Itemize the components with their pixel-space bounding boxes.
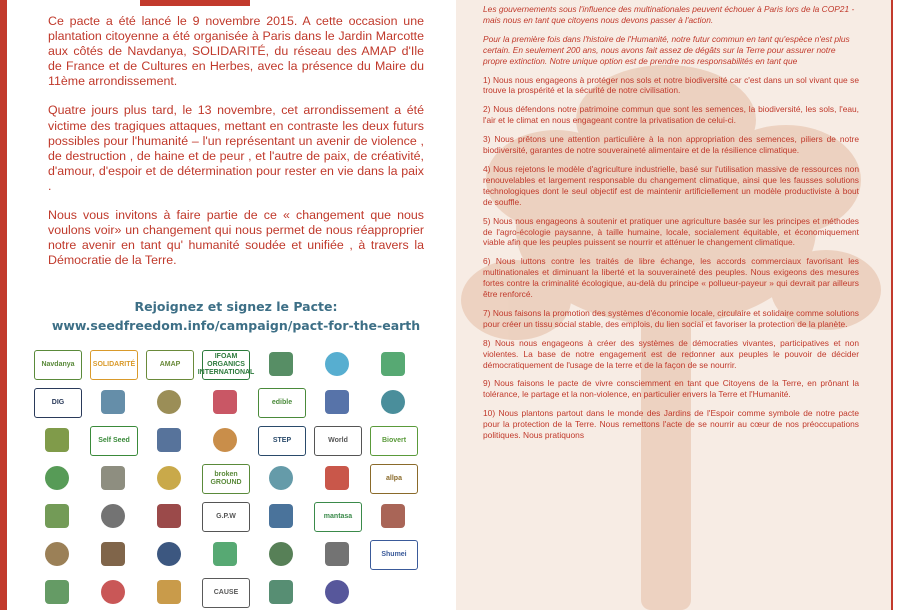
book-logo [146, 502, 192, 530]
cause-logo: CAUSE [202, 578, 250, 608]
pattern-logo [370, 388, 416, 416]
crowd-logo [370, 502, 416, 530]
seal-logo [146, 388, 192, 416]
selfseed-logo: Self Seed [90, 426, 138, 456]
circle-text-logo [258, 578, 304, 606]
forest-logo [90, 540, 136, 568]
script-logo [314, 388, 360, 416]
edible-logo: edible [258, 388, 306, 418]
top-red-strip [140, 0, 250, 6]
paragraph-launch: Ce pacte a été lancé le 9 novembre 2015. A cette occasion une plantation citoyenne a été organisée à Paris dans le Jardin Marcotte aux côtés de Navdanya, SOLIDARITÉ, du réseau des AMAP d'Ile de France et de Cultures en Herbes, avec la présence du Maire du 11ème arrondissement. [48, 14, 424, 89]
amap-logo: AMAP [146, 350, 194, 380]
green-circle-logo [34, 578, 80, 606]
pact-item-4: 4) Nous rejetons le modèle d'agriculture industrielle, basé sur l'utilisation massive de ressources non renouvelables et largement responsable du changement climatique, ainsi que les fausses solutions technologiques dont le seul objectif est de maintenir artificiellement un modèle productiviste à bout de souffle. [483, 163, 859, 207]
right-frame-border [891, 0, 902, 610]
night-logo [146, 540, 192, 568]
banner-logo-2 [34, 426, 80, 454]
africa-map-logo [146, 578, 192, 606]
badge-logo [258, 502, 304, 530]
partner-logos-grid [30, 350, 425, 610]
pact-item-8: 8) Nous nous engageons à créer des systèmes de démocraties vivantes, participatives et non violentes. La base de notre engagement est de redonner aux peuples le pouvoir de décider démocratiquement de l'usage de la terre et de la façon de se nourrir. [483, 337, 859, 370]
pact-panel [456, 0, 892, 610]
text-logo [314, 540, 360, 568]
pact-item-7: 7) Nous faisons la promotion des systèmes d'économie locale, circulaire et solidaire comme solutions pour créer un tissu social stable, des emplois, du lien social et favoriser la protection de la planète. [483, 307, 859, 329]
africa-logo [202, 426, 248, 454]
left-frame-border [0, 0, 7, 610]
flowers-logo [202, 388, 248, 416]
green-bar-logo [34, 464, 80, 492]
mountain-logo [258, 464, 304, 492]
world-logo: World [314, 426, 362, 456]
solidarite-logo: SOLIDARITÉ [90, 350, 138, 380]
biovert-logo: Biovert [370, 426, 418, 456]
pact-item-2: 2) Nous défendons notre patrimoine commun que sont les semences, la biodiversité, les sols, l'eau, l'air et le climat en nous engageant contre la privatisation de celui-ci. [483, 104, 859, 126]
mantasa-logo: mantasa [314, 502, 362, 532]
people-logo [314, 578, 360, 606]
star-logo [258, 540, 304, 568]
pact-intro-2: Pour la première fois dans l'histoire de l'Humanité, notre futur commun en tant qu'espèce n'est plus certain. En seulement 200 ans, nous avons fait assez de dégâts sur la Terre pour assurer notre propre extinction. Notre unique option est de prendre nos responsabilités en tant que [483, 33, 850, 66]
green-strip-logo [34, 502, 80, 530]
brokenground-logo: broken GROUND [202, 464, 250, 494]
bulb-logo [314, 464, 360, 492]
earth-logo [202, 540, 248, 568]
pact-item-10: 10) Nous plantons partout dans le monde des Jardins de l'Espoir comme symbole de notre pacte pour la protection de la Terre. Nous remettons l'acte de se nourrir au cœur de nos préoccupations politiques. Nous pratiquons [483, 408, 859, 441]
red-logo [90, 578, 136, 606]
dancer-logo [90, 502, 136, 530]
call-to-action [48, 297, 424, 335]
emblem-logo [34, 540, 80, 568]
pact-intro-1: Les gouvernements sous l'influence des multinationales peuvent échouer à Paris lors de la COP21 - mais nous en tant que citoyens nous devons passer à l'action. [483, 4, 855, 25]
pact-item-9: 9) Nous faisons le pacte de vivre consciemment en tant que Citoyens de la Terre, en prônant la tolérance, le partage et la non-violence, en particulier envers la Terre et l'Humanité. [483, 378, 859, 400]
pact-item-6: 6) Nous luttons contre les traités de libre échange, les accords commerciaux favorisant les multinationales et diminuant la liberté et la souveraineté des peuples. Nous exigeons des mesures fortes contre la criminalité écologique, au-delà du principe « pollueur-payeur » qui devrait par ailleurs être renforcé. [483, 256, 859, 300]
ring-logo [146, 464, 192, 492]
cta-heading: Rejoignez et signez le Pacte: [134, 299, 338, 314]
banner-logo-1 [90, 388, 136, 416]
shumei-logo: Shumei [370, 540, 418, 570]
paragraph-attacks: Quatre jours plus tard, le 13 novembre, cet arrondissement a été victime des tragiques attaques, mettant en contraste les deux futurs possibles pour l'humanité – l'un représentant un avenir de violence , de destruction , de haine et de peur , et l'autre de paix, de créativité, d'amour, d'espoir et de détermination pour rester en vie dans la paix . [48, 103, 424, 193]
paragraph-invitation: Nous vous invitons à faire partie de ce « changement que nous voulons voir» un changement qui nous permet de nous réapproprier notre avenir en tant qu' humanité soudée et unifiée , à travers la Démocratie de la Terre. [48, 208, 424, 268]
pact-text [483, 4, 859, 449]
navdanya-logo: Navdanya [34, 350, 82, 380]
cta-url-link[interactable]: www.seedfreedom.info/campaign/pact-for-the-earth [51, 318, 421, 333]
gpw-logo: G.P.W [202, 502, 250, 532]
pact-item-5: 5) Nous nous engageons à soutenir et pratiquer une agriculture basée sur les principes et méthodes de l'agro-écologie paysanne, à taille humaine, locale, socialement équitable, et économiquement viable afin que les peuples puissent se nourrir et atténuer le changement climatique. [483, 215, 859, 248]
pact-item-1: 1) Nous nous engageons à protéger nos sols et notre biodiversité car c'est dans un sol vivant que se trouve la prospérité et la sécurité de notre civilisation. [483, 74, 859, 96]
pact-item-3: 3) Nous prêtons une attention particulière à la non appropriation des semences, piliers de notre biodiversité, garantes de notre souveraineté alimentaire et de la résilience climatique. [483, 134, 859, 156]
allpa-logo: allpa [370, 464, 418, 494]
bird-logo [314, 350, 360, 378]
dig-logo: DIG [34, 388, 82, 418]
ifoam-logo: IFOAM ORGANICS INTERNATIONAL [202, 350, 250, 380]
step-logo: STEP [258, 426, 306, 456]
round-green-logo [258, 350, 304, 378]
photo-logo [90, 464, 136, 492]
poster-logo [146, 426, 192, 454]
recycle-logo [370, 350, 416, 378]
left-column [48, 14, 424, 282]
